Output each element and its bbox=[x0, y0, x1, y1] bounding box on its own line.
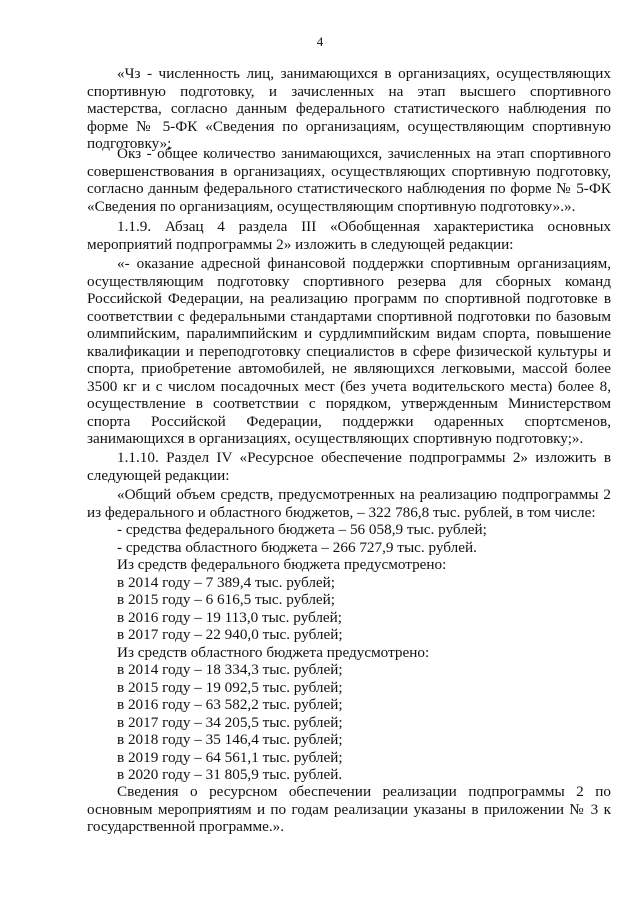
funding-line: в 2016 году – 63 582,2 тыс. рублей; bbox=[117, 696, 343, 713]
paragraph-total-funding: «Общий объем средств, предусмотренных на реализацию подпрограммы 2 из федерального и областного бюджетов, – 322 786,8 тыс. рублей, в том числе: bbox=[87, 486, 611, 521]
paragraph-okz: Окз - общее количество занимающихся, зачисленных на этап спортивного совершенствования в организациях, осуществляющих спортивную подготовку, согласно данным федерального статистического наблюдения по форме № 5-ФК «Сведения по организациям, осуществляющим спортивную подготовку».». bbox=[87, 145, 611, 215]
funding-line: в 2019 году – 64 561,1 тыс. рублей; bbox=[117, 748, 343, 766]
funding-line: в 2018 году – 35 146,4 тыс. рублей; bbox=[117, 731, 343, 748]
funding-list bbox=[117, 521, 611, 784]
funding-line: в 2017 году – 22 940,0 тыс. рублей; bbox=[117, 626, 343, 643]
paragraph-support-text: «- оказание адресной финансовой поддержки спортивным организациям, осуществляющим подготовку спортивного резерва для сборных команд Российской Федерации, на реализацию программ по спортивной подготовке в соответствии с федеральными стандартами спортивной подготовки по базовым олимпийским, паралимпийским и сурдлимпийским видам спорта, повышение квалификации и переподготовку специалистов в сфере физической культуры и спорта, приобретение автомобилей, не являющихся легковыми, массой более 3500 кг и с числом посадочных мест (без учета водительского места) более 8, осуществление в соответствии с порядком, утвержденным Министерством спорта Российской Федерации, поддержки одаренных спортсменов, занимающихся в организациях, осуществляющих спортивную подготовку;». bbox=[87, 255, 611, 447]
funding-line: Из средств федерального бюджета предусмотрено: bbox=[117, 556, 447, 573]
funding-line: в 2015 году – 6 616,5 тыс. рублей; bbox=[117, 591, 335, 608]
funding-line: - средства областного бюджета – 266 727,9 тыс. рублей. bbox=[117, 538, 477, 556]
page-number: 4 bbox=[316, 34, 324, 49]
paragraph-1-1-10: 1.1.10. Раздел IV «Ресурсное обеспечение подпрограммы 2» изложить в следующей редакции: bbox=[87, 449, 611, 484]
funding-line: в 2020 году – 31 805,9 тыс. рублей. bbox=[117, 766, 343, 783]
funding-line: в 2015 году – 19 092,5 тыс. рублей; bbox=[117, 678, 343, 696]
funding-line: в 2014 году – 7 389,4 тыс. рублей; bbox=[117, 573, 335, 591]
funding-line: - средства федерального бюджета – 56 058,9 тыс. рублей; bbox=[117, 521, 487, 538]
paragraph-1-1-9: 1.1.9. Абзац 4 раздела III «Обобщенная характеристика основных мероприятий подпрограммы 2» изложить в следующей редакции: bbox=[87, 218, 611, 253]
paragraph-chz: «Чз - численность лиц, занимающихся в организациях, осуществляющих спортивную подготовку, и зачисленных на этап высшего спортивного мастерства, согласно данным федерального статистического наблюдения по форме № 5-ФК «Сведения по организациям, осуществляющим спортивную подготовку»; bbox=[87, 65, 611, 152]
funding-line: в 2017 году – 34 205,5 тыс. рублей; bbox=[117, 713, 343, 731]
funding-line: в 2016 году – 19 113,0 тыс. рублей; bbox=[117, 608, 343, 626]
funding-line: в 2014 году – 18 334,3 тыс. рублей; bbox=[117, 661, 343, 678]
paragraph-resource-info: Сведения о ресурсном обеспечении реализации подпрограммы 2 по основным мероприятиям и по годам реализации указаны в приложении № 3 к государственной программе.». bbox=[87, 783, 611, 835]
funding-line: Из средств областного бюджета предусмотрено: bbox=[117, 643, 430, 661]
